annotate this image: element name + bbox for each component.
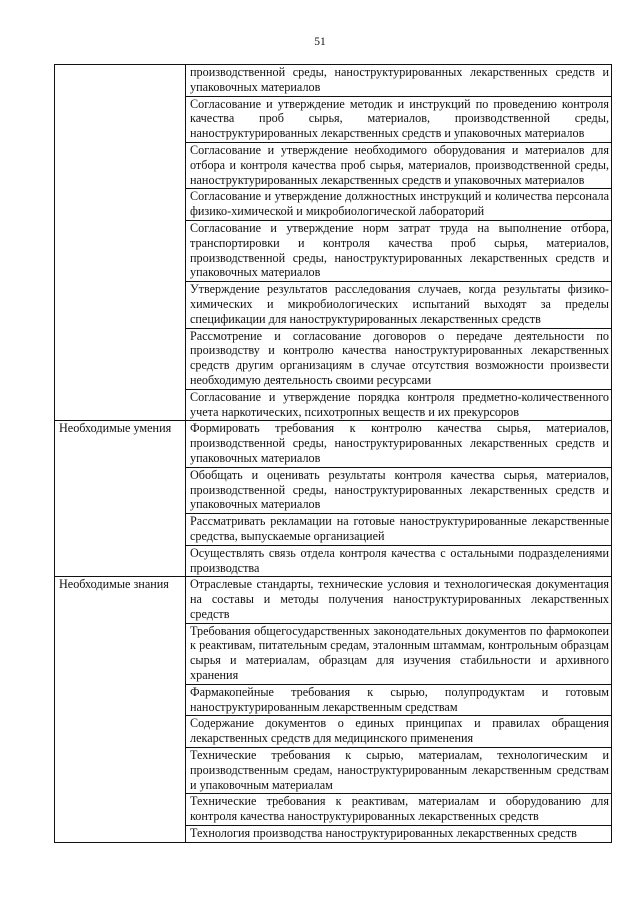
table-cell: производственной среды, наноструктурированных лекарственных средств и упаковочных материалов: [186, 65, 612, 97]
section-label-knowledge: Необходимые знания: [55, 577, 186, 843]
table-cell: Рассмотрение и согласование договоров о передаче деятельности по производству и контролю качества наноструктурированных лекарственных средств другим организациям в случае отсутствия возможности произвести необходимую деятельность своими ресурсами: [186, 328, 612, 389]
table-cell: Требования общегосударственных законодательных документов по фармокопеи к реактивам, питательным средам, эталонным штаммам, контрольным образцам сырья и материалам, образцам для изучения стабильности и архивного хранения: [186, 623, 612, 684]
table-cell: Рассматривать рекламации на готовые наноструктурированные лекарственные средства, выпускаемые организацией: [186, 514, 612, 546]
table-cell: Согласование и утверждение должностных инструкций и количества персонала физико-химической и микробиологической лабораторий: [186, 189, 612, 221]
section-label-continued: [55, 65, 186, 421]
table-row: [55, 421, 612, 467]
table-cell: Согласование и утверждение методик и инструкций по проведению контроля качества проб сырья, материалов, производственной среды, наноструктурированных лекарственных средств и упаковочных материалов: [186, 96, 612, 142]
table-cell: Обобщать и оценивать результаты контроля качества сырья, материалов, производственной среды, наноструктурированных лекарственных средств и упаковочных материалов: [186, 467, 612, 513]
table-cell: Содержание документов о единых принципах и правилах обращения лекарственных средств для медицинского применения: [186, 716, 612, 748]
table-row: [55, 577, 612, 623]
table-cell: Фармакопейные требования к сырью, полупродуктам и готовым наноструктурированным лекарственным средствам: [186, 684, 612, 716]
table-cell: Согласование и утверждение необходимого оборудования и материалов для отбора и контроля качества проб сырья, материалов, производственной среды, наноструктурированных лекарственных средств и упаковочных материалов: [186, 142, 612, 188]
table-cell: Отраслевые стандарты, технические условия и технологическая документация на составы и методы получения наноструктурированных лекарственных средств: [186, 577, 612, 623]
competency-table: [54, 64, 612, 843]
section-label-skills: Необходимые умения: [55, 421, 186, 577]
table-cell: Технология производства наноструктурированных лекарственных средств: [186, 826, 612, 843]
table-cell: Осуществлять связь отдела контроля качества с остальными подразделениями производства: [186, 545, 612, 577]
page-number: 51: [314, 36, 326, 48]
table-cell: Технические требования к реактивам, материалам и оборудованию для контроля качества наноструктурированных лекарственных средств: [186, 794, 612, 826]
table-cell: Согласование и утверждение порядка контроля предметно-количественного учета наркотических, психотропных веществ и их прекурсоров: [186, 389, 612, 421]
table-row: [55, 65, 612, 97]
table-cell: Формировать требования к контролю качества сырья, материалов, производственной среды, наноструктурированных лекарственных средств и упаковочных материалов: [186, 421, 612, 467]
table-cell: Согласование и утверждение норм затрат труда на выполнение отбора, транспортировки и контроля качества проб сырья, материалов, производственной среды, наноструктурированных лекарственных средств и упаковочных материалов: [186, 220, 612, 281]
table-cell: Утверждение результатов расследования случаев, когда результаты физико-химических и микробиологических испытаний выходят за пределы спецификации для наноструктурированных лекарственных средств: [186, 282, 612, 328]
table-cell: Технические требования к сырью, материалам, технологическим и производственным средам, наноструктурированным лекарственным средствам и упаковочным материалам: [186, 748, 612, 794]
